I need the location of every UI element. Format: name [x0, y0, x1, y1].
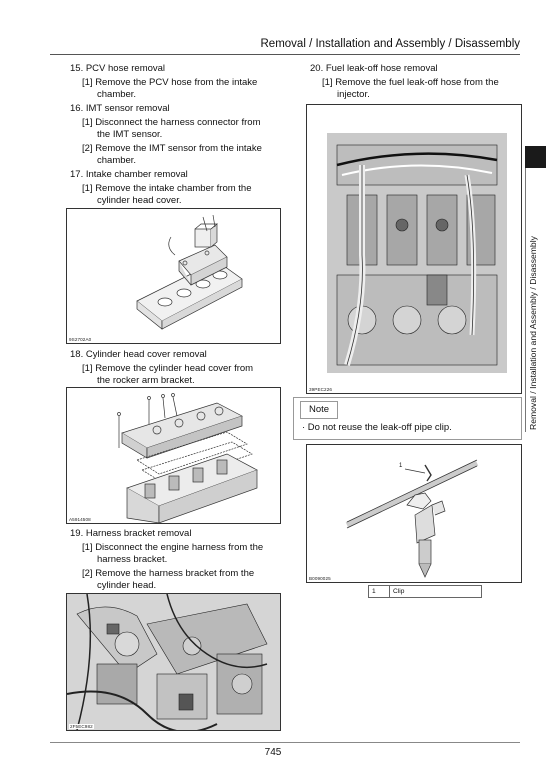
figure-cylinder-head-cover	[66, 387, 281, 524]
side-tab-divider	[525, 168, 526, 432]
step-17-sub-1-line2: cylinder head cover.	[97, 195, 182, 206]
footer-divider	[50, 742, 520, 743]
parts-legend-table	[368, 585, 482, 598]
header-divider	[50, 54, 520, 55]
side-tab-marker	[525, 146, 546, 168]
step-18-title: 18. Cylinder head cover removal	[70, 349, 207, 360]
fuel-leak-off-hose-illustration	[307, 105, 521, 393]
figure-harness-bracket	[66, 593, 281, 731]
figure-5-callout: 1	[399, 463, 403, 469]
step-16-sub-2-line1: [2] Remove the IMT sensor from the intake	[82, 143, 262, 154]
note-text: · Do not reuse the leak-off pipe clip.	[302, 422, 452, 433]
note-box	[293, 397, 522, 440]
legend-label: Clip	[390, 586, 482, 598]
step-19-sub-2-line2: cylinder head.	[97, 580, 157, 591]
step-15-title: 15. PCV hose removal	[70, 63, 166, 74]
step-16-sub-1-line2: the IMT sensor.	[97, 129, 163, 140]
page-header-title: Removal / Installation and Assembly / Disassembly	[260, 38, 520, 50]
step-20-sub-1-line1: [1] Remove the fuel leak-off hose from the	[322, 77, 499, 88]
step-17-sub-1-line1: [1] Remove the intake chamber from the	[82, 183, 252, 194]
step-18-sub-1-line2: the rocker arm bracket.	[97, 375, 195, 386]
step-19-sub-1-line2: harness bracket.	[97, 554, 168, 565]
harness-bracket-illustration	[67, 594, 280, 730]
step-19-title: 19. Harness bracket removal	[70, 528, 192, 539]
figure-3-code: 2F5EC982	[70, 724, 93, 729]
page-number: 745	[264, 747, 282, 758]
step-20-title: 20. Fuel leak-off hose removal	[310, 63, 438, 74]
leak-off-pipe-clip-illustration	[307, 445, 521, 582]
legend-num: 1	[369, 586, 390, 598]
figure-intake-chamber	[66, 208, 281, 344]
intake-chamber-illustration	[67, 209, 280, 343]
step-15-sub-1-line2: chamber.	[97, 89, 137, 100]
step-16-title: 16. IMT sensor removal	[70, 103, 170, 114]
step-17-title: 17. Intake chamber removal	[70, 169, 188, 180]
step-18-sub-1-line1: [1] Remove the cylinder head cover from	[82, 363, 254, 374]
step-16-sub-1-line1: [1] Disconnect the harness connector from	[82, 117, 261, 128]
step-16-sub-2-line2: chamber.	[97, 155, 137, 166]
step-19-sub-1-line1: [1] Disconnect the engine harness from the	[82, 542, 264, 553]
step-20-sub-1-line2: injector.	[337, 89, 370, 100]
step-15-sub-1-line1: [1] Remove the PCV hose from the intake	[82, 77, 258, 88]
cylinder-head-cover-illustration	[67, 388, 280, 523]
step-19-sub-2-line1: [2] Remove the harness bracket from the	[82, 568, 255, 579]
figure-leak-off-pipe-clip	[306, 444, 522, 583]
figure-fuel-leak-off-hose	[306, 104, 522, 394]
figure-1-code: 9S2702A0	[69, 337, 92, 342]
figure-5-code: B0090025	[309, 576, 331, 581]
note-label: Note	[300, 401, 338, 419]
figure-4-code: 39PEC226	[309, 387, 333, 392]
figure-2-code: A5914508	[69, 517, 91, 522]
legend-row	[369, 586, 482, 598]
side-tab-label: Removal / Installation and Assembly / Disassembly	[528, 236, 538, 430]
